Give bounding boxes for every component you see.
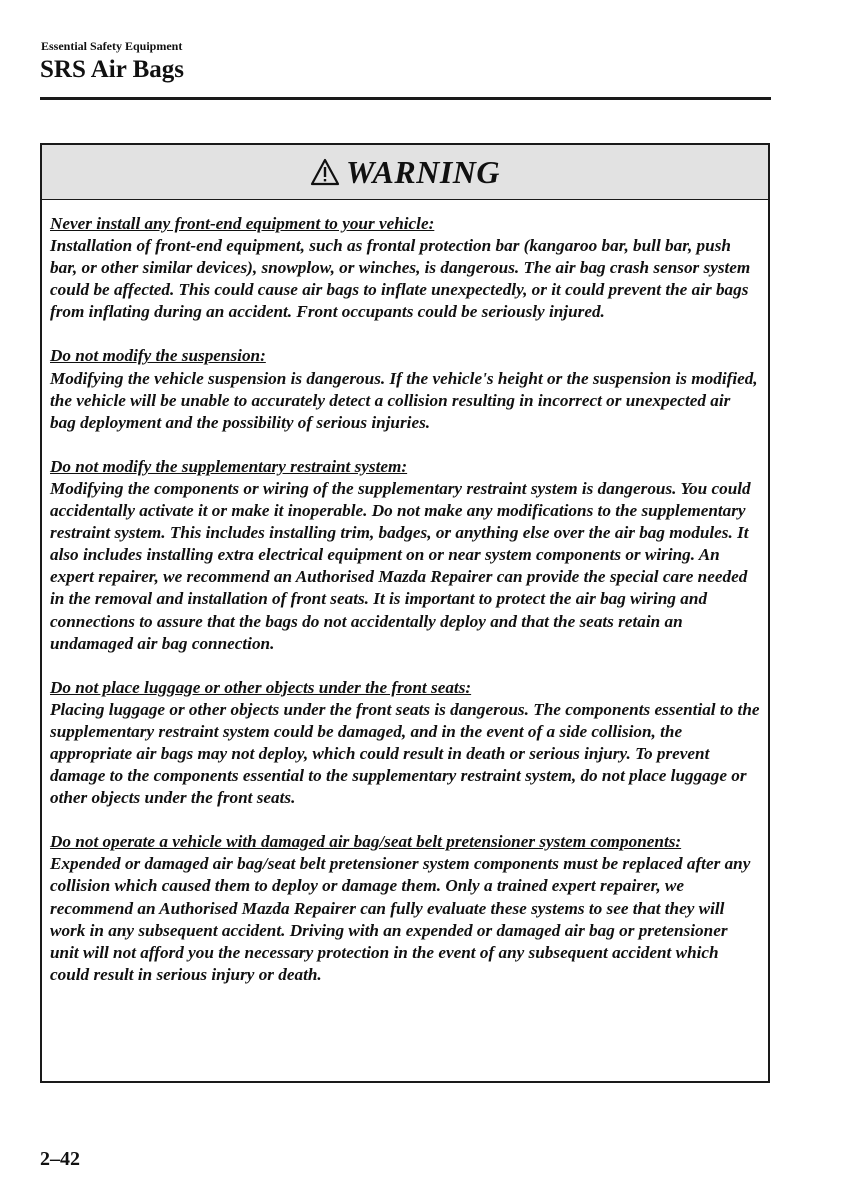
header-divider bbox=[40, 97, 771, 100]
warning-block-heading: Do not place luggage or other objects under the front seats: bbox=[50, 677, 472, 697]
warning-triangle-icon bbox=[310, 158, 340, 186]
page-number: 2–42 bbox=[40, 1148, 80, 1170]
warning-block-heading: Do not operate a vehicle with damaged air bag/seat belt pretensioner system components: bbox=[50, 832, 682, 852]
section-label: Essential Safety Equipment bbox=[41, 39, 183, 53]
warning-block-heading: Never install any front-end equipment to your vehicle: bbox=[50, 214, 435, 233]
warning-block-heading: Do not modify the supplementary restraint system: bbox=[50, 456, 408, 476]
warning-block bbox=[50, 345, 760, 433]
warning-block-text: Modifying the vehicle suspension is dangerous. If the vehicle's height or the suspension is modified, the vehicle will be unable to accurately detect a collision resulting in incorrect or unexpected air bag deployment and the possibility of serious injuries. bbox=[50, 368, 758, 432]
warning-block bbox=[50, 831, 760, 986]
warning-block bbox=[50, 456, 760, 655]
warning-block-text: Placing luggage or other objects under the front seats is dangerous. The components essential to the supplementary restraint system could be damaged, and in the event of a side collision, the appropriate air bags may not deploy, which could result in death or serious injury. To prevent damage to the components essential to the supplementary restraint system, do not place luggage or other objects under the front seats. bbox=[50, 699, 760, 808]
warning-body bbox=[42, 200, 768, 986]
warning-block-text: Expended or damaged air bag/seat belt pretensioner system components must be replaced after any collision which caused them to deploy or damage them. Only a trained expert repairer, we recommend an Authorised Mazda Repairer can fully evaluate these systems to see that they will work in any subsequent accident. Driving with an expended or damaged air bag or pretensioner unit will not afford you the necessary protection in the event of any subsequent accident which could result in serious injury or death. bbox=[50, 854, 751, 984]
warning-block-heading: Do not modify the suspension: bbox=[50, 346, 266, 366]
page-title: SRS Air Bags bbox=[40, 56, 185, 83]
warning-box bbox=[40, 143, 770, 1083]
warning-header bbox=[42, 145, 768, 200]
warning-title: WARNING bbox=[345, 153, 501, 190]
warning-block-text: Modifying the components or wiring of the supplementary restraint system is dangerous. You could accidentally activate it or make it inoperable. Do not make any modifications to the supplementary restraint system. This includes installing trim, badges, or anything else over the air bag modules. It also includes installing extra electrical equipment on or near system components or wiring. An expert repairer, we recommend an Authorised Mazda Repairer can provide the special care needed in the removal and installation of front seats. It is important to protect the air bag wiring and connections to assure that the bags do not accidentally deploy and that the seats retain an undamaged air bag connection. bbox=[50, 478, 751, 653]
warning-block bbox=[50, 213, 760, 323]
warning-block-text: Installation of front-end equipment, such as frontal protection bar (kangaroo bar, bull bar, push bar, or other similar devices), snowplow, or winches, is dangerous. The air bag crash sensor system could be affected. This could cause air bags to inflate unexpectedly, or it could prevent the air bags from inflating during an accident. Front occupants could be seriously injured. bbox=[50, 236, 751, 322]
warning-block bbox=[50, 677, 760, 810]
